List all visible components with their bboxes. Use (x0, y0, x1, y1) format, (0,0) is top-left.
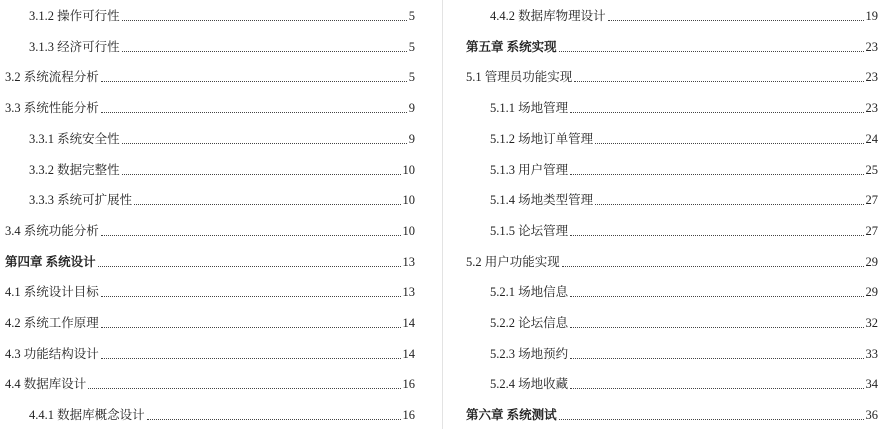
toc-entry-title: 第五章 系统实现 (466, 39, 557, 54)
toc-entry[interactable] (5, 217, 415, 239)
toc-page-number: 10 (402, 193, 415, 208)
toc-page-number: 25 (865, 162, 878, 177)
toc-entry-title: 5.2.2 论坛信息 (490, 316, 569, 330)
toc-entry[interactable] (5, 156, 415, 178)
toc-dot-leader (570, 112, 863, 113)
toc-dot-leader (101, 81, 407, 82)
toc-page-number: 9 (408, 101, 415, 116)
toc-entry[interactable] (5, 370, 415, 392)
toc-entry[interactable] (466, 94, 878, 116)
toc-dot-leader (559, 419, 864, 420)
toc-dot-leader (570, 358, 863, 359)
toc-dot-leader (122, 143, 407, 144)
toc-entry-title: 4.4.2 数据库物理设计 (490, 9, 606, 23)
toc-entry-title: 第四章 系统设计 (5, 254, 96, 269)
toc-dot-leader (570, 235, 863, 236)
toc-entry-title: 5.2.1 场地信息 (490, 285, 569, 300)
toc-entry-title: 5.2.3 场地预约 (490, 346, 569, 361)
column-divider (442, 0, 443, 429)
toc-chapter-entry[interactable] (466, 401, 878, 423)
toc-page-number: 29 (865, 285, 878, 300)
toc-dot-leader (570, 388, 863, 389)
toc-page-number: 16 (402, 408, 415, 423)
toc-dot-leader (101, 112, 407, 113)
toc-dot-leader (98, 266, 401, 267)
toc-page-number: 32 (865, 316, 878, 330)
toc-page-number: 34 (865, 377, 878, 392)
toc-entry-title: 5.2.4 场地收藏 (490, 377, 569, 392)
toc-dot-leader (88, 388, 400, 389)
toc-entry-title: 4.1 系统设计目标 (5, 285, 99, 300)
toc-entry-title: 第六章 系统测试 (466, 408, 557, 423)
toc-entry-title: 5.1 管理员功能实现 (466, 70, 573, 85)
toc-dot-leader (595, 143, 863, 144)
toc-entry-title: 5.1.2 场地订单管理 (490, 131, 594, 146)
toc-dot-leader (570, 327, 863, 328)
toc-page-number: 23 (865, 101, 878, 116)
toc-entry-title: 3.3.1 系统安全性 (29, 131, 120, 146)
toc-entry-title: 4.2 系统工作原理 (5, 316, 99, 330)
toc-page-number: 13 (402, 254, 415, 269)
toc-dot-leader (570, 296, 863, 297)
toc-entry[interactable] (466, 2, 878, 24)
toc-entry-title: 5.1.1 场地管理 (490, 101, 569, 116)
toc-chapter-entry[interactable] (466, 33, 878, 55)
toc-entry[interactable] (5, 2, 415, 24)
toc-dot-leader (570, 174, 863, 175)
toc-dot-leader (122, 174, 401, 175)
toc-entry[interactable] (466, 125, 878, 147)
toc-entry[interactable] (466, 63, 878, 85)
toc-entry[interactable] (5, 33, 415, 55)
toc-page-number: 27 (865, 193, 878, 208)
toc-page-number: 24 (865, 131, 878, 146)
toc-entry[interactable] (5, 125, 415, 147)
toc-entry-title: 3.2 系统流程分析 (5, 70, 99, 85)
toc-page-number: 16 (402, 377, 415, 392)
toc-entry[interactable] (466, 309, 878, 331)
toc-entry-title: 3.4 系统功能分析 (5, 223, 99, 238)
toc-entry[interactable] (5, 186, 415, 208)
toc-entry-title: 3.3.2 数据完整性 (29, 162, 120, 177)
toc-dot-leader (559, 51, 864, 52)
toc-page-number: 5 (408, 39, 415, 54)
toc-chapter-entry[interactable] (5, 248, 415, 270)
toc-entry[interactable] (466, 156, 878, 178)
toc-dot-leader (608, 20, 864, 21)
toc-page-number: 23 (865, 70, 878, 85)
toc-page-number: 14 (402, 316, 415, 330)
toc-page-number: 14 (402, 346, 415, 361)
toc-dot-leader (101, 296, 401, 297)
toc-entry[interactable] (5, 340, 415, 362)
toc-dot-leader (101, 358, 401, 359)
toc-page-number: 9 (408, 131, 415, 146)
toc-entry-title: 4.4 数据库设计 (5, 377, 87, 392)
toc-entry-title: 5.1.5 论坛管理 (490, 223, 569, 238)
toc-entry[interactable] (466, 340, 878, 362)
toc-entry[interactable] (5, 278, 415, 300)
toc-entry-title: 3.3 系统性能分析 (5, 101, 99, 116)
toc-page-number: 29 (865, 254, 878, 269)
toc-dot-leader (122, 20, 407, 21)
toc-entry-title: 4.3 功能结构设计 (5, 346, 99, 361)
toc-dot-leader (595, 204, 863, 205)
toc-entry-title: 3.1.2 操作可行性 (29, 9, 120, 23)
toc-entry[interactable] (466, 217, 878, 239)
toc-page-number: 10 (402, 162, 415, 177)
toc-entry[interactable] (466, 278, 878, 300)
toc-page-number: 23 (865, 39, 878, 54)
toc-entry-title: 3.1.3 经济可行性 (29, 39, 120, 54)
toc-entry[interactable] (466, 186, 878, 208)
toc-dot-leader (562, 266, 864, 267)
toc-entry-title: 4.4.1 数据库概念设计 (29, 408, 145, 423)
toc-entry[interactable] (5, 401, 415, 423)
toc-page-number: 36 (865, 408, 878, 423)
toc-page-number: 5 (408, 9, 415, 23)
toc-page-number: 10 (402, 223, 415, 238)
toc-entry-title: 5.1.4 场地类型管理 (490, 193, 594, 208)
toc-entry[interactable] (466, 248, 878, 270)
toc-entry-title: 5.1.3 用户管理 (490, 162, 569, 177)
toc-page-number: 19 (865, 9, 878, 23)
toc-entry[interactable] (5, 94, 415, 116)
toc-entry-title: 3.3.3 系统可扩展性 (29, 193, 133, 208)
toc-dot-leader (101, 235, 401, 236)
toc-page-number: 33 (865, 346, 878, 361)
toc-dot-leader (147, 419, 401, 420)
toc-entry[interactable] (5, 309, 415, 331)
toc-dot-leader (574, 81, 863, 82)
toc-dot-leader (101, 327, 401, 328)
toc-dot-leader (122, 51, 407, 52)
toc-entry-title: 5.2 用户功能实现 (466, 254, 560, 269)
toc-entry[interactable] (5, 63, 415, 85)
toc-page-number: 5 (408, 70, 415, 85)
toc-page-number: 27 (865, 223, 878, 238)
toc-dot-leader (134, 204, 400, 205)
toc-page-number: 13 (402, 285, 415, 300)
toc-entry[interactable] (466, 370, 878, 392)
